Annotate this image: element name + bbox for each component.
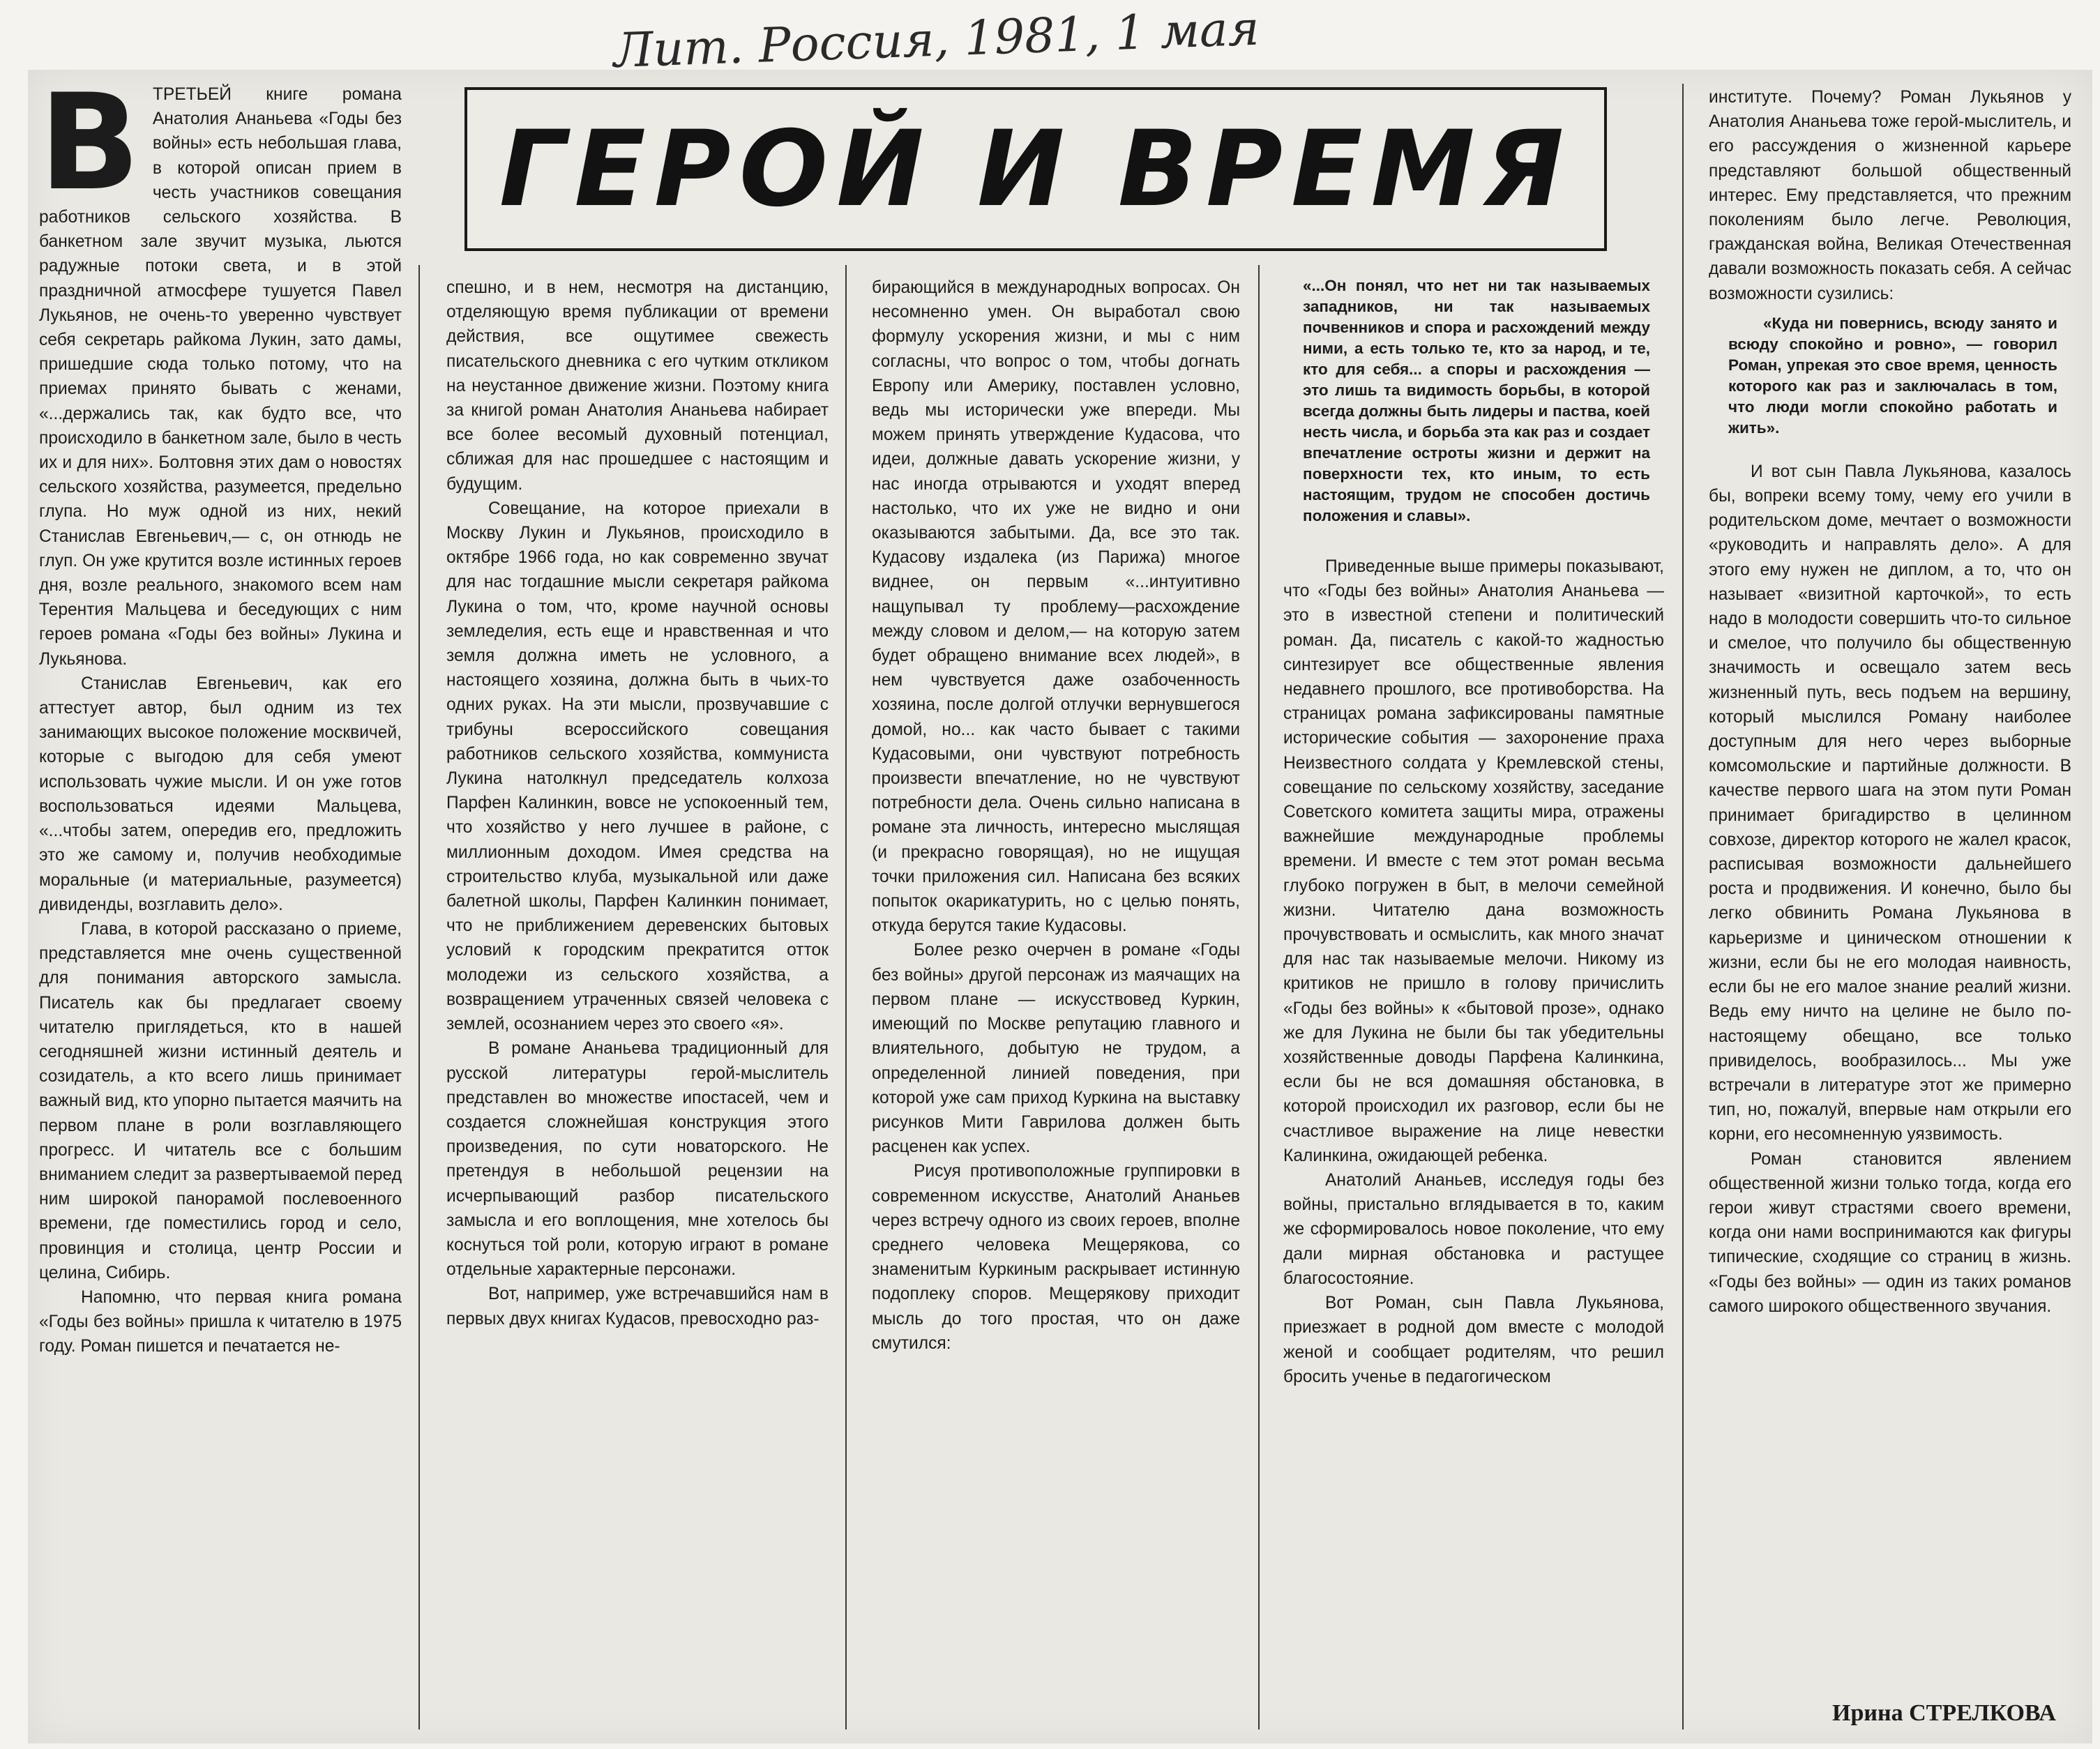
column-5-paragraph: И вот сын Павла Лукьянова, казалось бы, вопреки всему тому, чему его учили в родительском доме, мечтает о возможности «руководить и направлять дело». А для этого ему нужен не диплом, а то, что он называет «визитной карточкой», то есть надо в молодости совершить что-то сильное и смелое, что получило бы общественную значимость и освещало затем весь жизненный путь, весь подъем на вершину, который мыслился Роману наиболее доступным для него через выборные комсомольские и партийные должности. В качестве первого шага на этом пути Роман принимает бригадирство в целинном совхозе, директор которого не жалел красок, расписывая возможности дальнейшего роста и продвижения. И конечно, было бы легко обвинить Романа Лукьянова в карьеризме и циническом отношении к жизни, если бы не его молодая наивность, если бы не его малое знание реалий жизни. Ведь ему ничто на целине не было по-настоящему обещано, все только привиделось, вообразилось... Мы уже встречали в литературе этот же примерно тип, но, пожалуй, впервые нам открыли его корни, его несомненную уязвимость. — [1709, 462, 2071, 1144]
column-3 — [872, 275, 1240, 1740]
column-1-paragraph: Станислав Евгеньевич, как его аттестует автор, был одним из тех занимающих высокое положение москвичей, которые с выгодою для себя умеют использовать чужие мысли. И он уже готов воспользоваться идеями Мальцева, «...чтобы затем, опередив его, предложить это же самому и, получив необходимые моральные (и материальные, разумеется) дивиденды, возглавить дело». — [39, 674, 402, 914]
column-rule — [418, 265, 420, 1729]
column-3-paragraph: Более резко очерчен в романе «Годы без войны» другой персонаж из маячащих на первом плане — искусствовед Куркин, имеющий по Москве репутацию главного и влиятельного, добытую не трудом, а определенной линией поведения, при которой уже сам приход Куркина на выставку рисунков Мити Гаврилова должен быть расценен как успех. — [872, 941, 1240, 1157]
column-1-paragraph: Глава, в которой рассказано о приеме, представляется мне очень существенной для понимания авторского замысла. Писатель как бы предлагает своему читателю приглядеться, кто в нашей сегодняшней жизни истинный деятель и созидатель, а кто всего лишь принимает важный вид, кто упорно пытается маячить на первом плане в роли возглавляющего прогресс. И читатель все с большим вниманием следит за развертываемой перед ним широкой панорамой послевоенного времени, где поместились город и село, провинция и столица, центр России и целина, Сибирь. — [39, 919, 402, 1282]
column-5 — [1709, 85, 2071, 1689]
column-5-paragraph: Роман становится явлением общественной жизни только тогда, когда его герои живут страстями своего времени, когда они нами воспринимаются как фигуры типические, сходящие со страниц в жизнь. «Годы без войны» — один из таких романов самого широкого общественного звучания. — [1709, 1149, 2071, 1316]
column-rule — [1258, 265, 1260, 1729]
column-2-paragraph: спешно, и в нем, несмотря на дистанцию, отделяющую время публикации от времени действия, все ощутимее свежесть писательского дневника с его чутким откликом на неустанное движение жизни. Поэтому книга за книгой роман Анатолия Ананьева набирает все более весомый духовный потенциал, сближая для нас прошедшее с настоящим и будущим. — [446, 278, 829, 494]
column-1 — [39, 82, 402, 1742]
column-rule — [1682, 84, 1684, 1729]
column-2-paragraph: В романе Ананьева традиционный для русской литературы герой-мыслитель представлен во множестве ипостасей, чем и создается сложнейшая конструкция этого произведения, по сути новаторского. Не претендуя в небольшой рецензии на исчерпывающий разбор писательского замысла и его воплощения, мне хотелось бы коснуться той роли, которую играют в романе отдельные характерные персонажи. — [446, 1039, 829, 1280]
column-1-paragraph: ТРЕТЬЕЙ книге романа Анатолия Ананьева «Годы без войны» есть небольшая глава, в которой описан прием в честь участников совещания работников сельского хозяйства. В банкетном зале звучит музыка, льются радужные потоки света, и в этой праздничной атмосфере тушуется Павел Лукьянов, не очень-то уверенно чувствует себя секретарь райкома Лукин, зато дамы, пришедшие сюда только потому, что на приемах принято бывать с женами, «...держались так, как будто все, что происходило в банкетном зале, было в честь их и для них». Болтовня этих дам о новостях сельского хозяйства, разумеется, предельно глупа. Но муж одной из них, некий Станислав Евгеньевич,— с, он отнюдь не глуп. Он уже крутится возле истинных героев дня, возле реального, знакомого всем нам Терентия Мальцева и беседующих с ним героев романа «Годы без войны» Лукина и Лукьянова. — [39, 85, 402, 669]
column-3-paragraph: бирающийся в международных вопросах. Он несомненно умен. Он выработал свою формулу ускорения жизни, и мы с ним согласны, что вопрос о том, чтобы догнать Европу или Америку, поставлен условно, ведь мы исторически уже впереди. Мы можем принять утверждение Кудасова, что идеи, должные давать ускорение жизни, у нас иногда отрываются и уходят вперед настолько, что их уже не видно и они оказываются забытыми. Да, все это так. Кудасову издалека (из Парижа) многое виднее, он первым «...интуитивно нащупывал ту проблему—расхождение между словом и делом,— на которую затем будет обращено внимание всех людей», в нем чувствуется даже озабоченность хозяина, после долгой отлучки вернувшегося домой, но... как часто бывает с такими Кудасовыми, они чувствуют потребность произвести впечатление, но не чувствуют потребности дела. Очень сильно написана в романе эта личность, интересно мыслящая (и прекрасно говорящая), но не ищущая точки приложения сил. Написана без всяких попыток окарикатурить, но с целью понять, откуда берутся такие Кудасовы. — [872, 278, 1240, 936]
column-5-paragraph: институте. Почему? Роман Лукьянов у Анатолия Ананьева тоже герой-мыслитель, и его рассуждения о жизненной карьере представляют большой общественный интерес. Ему представляется, что прежним поколениям было легче. Революция, гражданская война, Великая Отечественная давали возможность показать себя. А сейчас возможности сузились: — [1709, 88, 2071, 303]
drop-cap: В — [39, 82, 140, 220]
column-4 — [1283, 275, 1664, 1740]
handwritten-source-note: Лит. Россия, 1981, 1 мая — [612, 1, 1260, 79]
column-2 — [446, 275, 829, 1740]
pull-quote: «...Он понял, что нет ни так называемых западников, ни так называемых почвенников и спора и расхождений между ними, а есть только те, кто за народ, и те, кто для себя... а споры и расхождения — это лишь та видимость борьбы, в которой всегда должны быть лидеры и паства, коей несть числа, и борьба эта как раз и создает впечатление остроты жизни и держит на поверхности тех, кто иным, то есть настоящим, трудом не способен достичь положения и славы». — [1303, 277, 1650, 524]
column-3-paragraph: Рисуя противоположные группировки в современном искусстве, Анатолий Ананьев через встречу одного из своих героев, вполне среднего человека Мещерякова, со знаменитым Куркиным раскрывает истинную подоплеку споров. Мещерякову приходит мысль до того простая, что он даже смутился: — [872, 1162, 1240, 1353]
headline-box — [464, 87, 1607, 251]
column-4-paragraph: Приведенные выше примеры показывают, что «Годы без войны» Анатолия Ананьева — это в известной степени и политический роман. Да, писатель с какой-то жадностью синтезирует все общественные явления недавнего прошлого, все противоборства. На страницах романа зафиксированы памятные исторические события — захоронение праха Неизвестного солдата у Кремлевской стены, совещание по сельскому хозяйству, заседание Советского комитета защиты мира, отражены важнейшие международные проблемы времени. И вместе с тем этот роман весьма глубоко погружен в быт, в мелочи семейной жизни. Читателю дана возможность прочувствовать и осмыслить, как много значат для нас так называемые мелочи. Никому из критиков не пришло в голову причислить «Годы без войны» к «бытовой прозе», однако же для Лукина не были бы так убедительны хозяйственные доводы Парфена Калинкина, если бы не вся домашняя обстановка, в которой происходил их разговор, если бы не счастливое выражение на лице невестки Калинкина, ожидающей ребенка. — [1283, 557, 1664, 1165]
column-rule — [845, 265, 847, 1729]
column-2-paragraph: Вот, например, уже встречавшийся нам в первых двух книгах Кудасов, превосходно раз- — [446, 1285, 829, 1328]
headline: ГЕРОЙ И ВРЕМЯ — [499, 108, 1573, 230]
column-2-paragraph: Совещание, на которое приехали в Москву Лукин и Лукьянов, происходило в октябре 1966 года, но как современно звучат для нас тогдашние мысли секретаря райкома Лукина о том, что, кроме научной основы земледелия, есть еще и нравственная и что земля должна иметь не условного, а настоящего хозяина, должна быть в чьих-то одних руках. На эти мысли, прозвучавшие с трибуны всероссийского совещания работников сельского хозяйства, коммуниста Лукина натолкнул председатель колхоза Парфен Калинкин, вовсе не успокоенный тем, что хозяйство у него лучшее в районе, с миллионным доходом. Имея средства на строительство клуба, музыкальной или даже балетной школы, Парфен Калинкин понимает, что не приближением деревенских бытовых условий к городским прекратится отток молодежи из сельского хозяйства, а возвращением утраченных связей человека с землей, осознанием через это своего «я». — [446, 499, 829, 1034]
column-4-paragraph: Анатолий Ананьев, исследуя годы без войны, пристально вглядывается в то, каким же сформировалось новое поколение, что ему дали мирная обстановка и растущее благосостояние. — [1283, 1171, 1664, 1288]
author-signature: Ирина СТРЕЛКОВА — [1832, 1700, 2056, 1726]
column-4-paragraph: Вот Роман, сын Павла Лукьянова, приезжает в родной дом вместе с молодой женой и сообщает родителям, что решил бросить ученье в педагогическом — [1283, 1294, 1664, 1386]
inline-quote: «Куда ни повернись, всюду занято и всюду спокойно и ровно», — говорил Роман, упрекая это свое время, ценность которого как раз и заключалась в том, что люди могли спокойно работать и жить». — [1728, 314, 2057, 437]
column-1-paragraph: Напомню, что первая книга романа «Годы без войны» пришла к читателю в 1975 году. Роман пишется и печатается не- — [39, 1287, 402, 1356]
